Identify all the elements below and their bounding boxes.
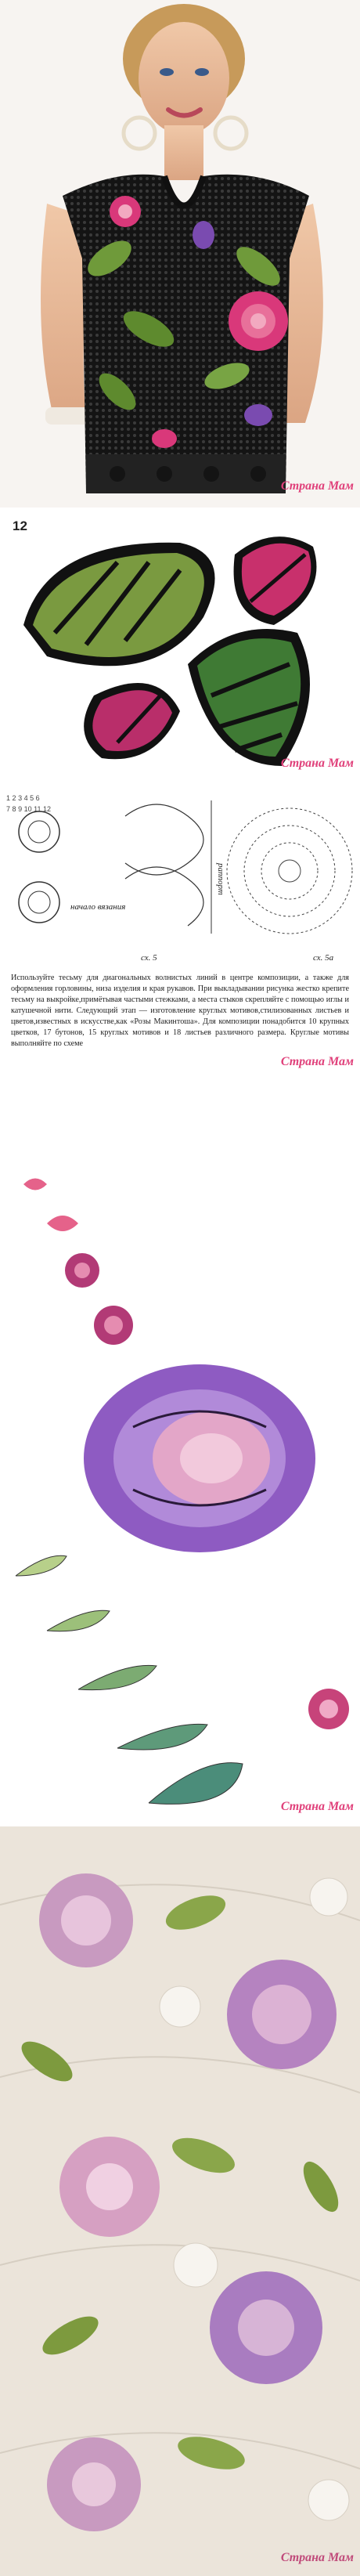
model-photo	[0, 0, 360, 508]
model-illustration	[0, 0, 360, 508]
row-number: 10	[23, 805, 32, 813]
scheme-5-arches	[125, 800, 211, 934]
leaf-progression-green	[16, 1555, 349, 1804]
row-numbers	[6, 793, 51, 815]
repeat-label: раппорт	[216, 863, 225, 895]
row-number: 4	[23, 794, 28, 802]
scheme-5a-label: сх. 5а	[313, 953, 334, 963]
crochet-schemes	[0, 785, 360, 1826]
leaf-progression-small	[23, 1179, 133, 1346]
fabric-illustration	[0, 1826, 360, 2576]
watermark: Страна Мам	[280, 1055, 354, 1068]
watermark: Страна Мам	[280, 1800, 354, 1813]
row-number: 12	[42, 805, 51, 813]
row-number: 2	[12, 794, 16, 802]
watermark: Страна Мам	[280, 757, 354, 770]
row-number: 6	[35, 794, 40, 802]
scheme-5a-round-motif	[227, 808, 352, 934]
scheme-5-diagram	[19, 811, 59, 923]
page-number: 12	[13, 518, 27, 533]
fabric-closeup	[0, 1826, 360, 2576]
row-number: 5	[30, 794, 34, 802]
motif-detail	[0, 508, 360, 785]
watermark: Страна Мам	[280, 479, 354, 493]
large-rose-illustration	[84, 1364, 315, 1552]
watermark: Страна Мам	[280, 2551, 354, 2564]
leaf-motifs-illustration	[0, 508, 360, 785]
scheme-page	[0, 785, 360, 1826]
row-number: 9	[18, 805, 23, 813]
row-number: 8	[12, 805, 16, 813]
instruction-text: Используйте тесьму для диагональных волнистых линий в центре композиции, а также для оформления горловины, низа изделия и края рукавов. При выкладывании рисунка жестко крепите тесьму на выкройке,примётывая частыми стежками, а места стыков скрепляйте с помощью иглы и катушечной нити. Следующий этап — изготовление круглых мотивов,стилизованных листьев и цветов,известных в искусстве,как «Розы Макинтоша». Для композиции понадобится 10 крупных цветков, 17 бутонов, 15 круглых мотивов и 18 листьев различного размера. Круглые мотивы выполняйте по схеме	[11, 974, 349, 1048]
scheme-5-label: сх. 5	[141, 953, 157, 963]
row-number: 11	[34, 805, 41, 813]
row-number: 7	[6, 805, 11, 813]
start-label: начало вязания	[70, 902, 126, 912]
row-number: 3	[18, 794, 23, 802]
row-number: 1	[6, 794, 11, 802]
